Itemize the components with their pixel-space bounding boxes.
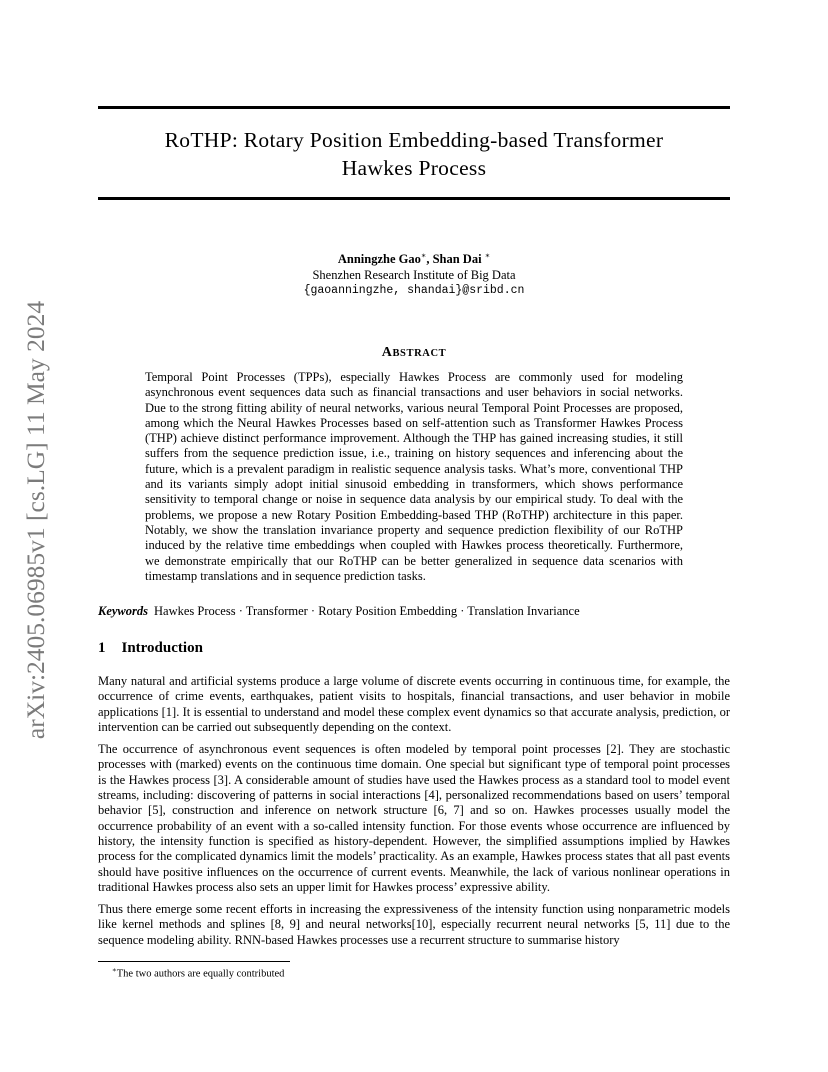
footnote-text: The two authors are equally contributed (116, 968, 285, 980)
title-bottom-rule (98, 197, 730, 200)
section-title: Introduction (121, 640, 203, 656)
author-name-2: , Shan Dai (426, 252, 482, 267)
title-top-rule (98, 106, 730, 109)
section-heading-introduction (98, 640, 203, 657)
author-names (98, 248, 730, 268)
abstract-heading (98, 345, 730, 361)
title-line-1: RoTHP: Rotary Position Embedding-based Transformer (164, 128, 664, 152)
section-number: 1 (98, 640, 106, 656)
keywords-label: Keywords (98, 604, 148, 618)
author-block (98, 248, 730, 299)
author-email: {gaoanningzhe, shandai}@sribd.cn (303, 284, 525, 298)
arxiv-identifier-sidebar (6, 280, 66, 760)
paper-title (98, 126, 730, 182)
author-name-1: Anningzhe Gao (337, 252, 421, 267)
abstract-text: Temporal Point Processes (TPPs), especially Hawkes Process are commonly used for modeling asynchronous event sequences data such as financial transactions and user behaviors in social networks. Due to the strong fitting ability of neural networks, various neural Temporal Point Processes are proposed, among which the Neural Hawkes Processes based on self-attention such as Transformer Hawkes Process (THP) achieve distinct performance improvement. Although the THP has gained increasing studies, it still suffers from the sequence prediction issue, i.e., training on history sequences and inferencing about the future, which is a prevalent paradigm in realistic sequence analysis tasks. What’s more, conventional THP and its variants simply adopt initial sinusoid embedding in transformers, which shows performance sensitivity to temporal change or noise in sequence data analysis by our empirical study. To deal with the problems, we propose a new Rotary Position Embedding-based THP (RoTHP) architecture in this paper. Notably, we show the translation invariance property and sequence prediction flexibility of our RoTHP induced by the relative time embeddings when coupled with Hawkes process theoretically. Furthermore, we demonstrate empirically that our RoTHP can be better generalized in sequence data scenarios with timestamp translations and in sequence prediction tasks. (145, 370, 683, 583)
arxiv-id-text: arXiv:2405.06985v1 [cs.LG] 11 May 2024 (21, 300, 50, 740)
keywords-line (98, 604, 730, 620)
paragraph-1: Many natural and artificial systems produce a large volume of discrete events occurring in continuous time, for example, the occurrence of crime events, earthquakes, patient visits to hospitals, financial transactions, and user behavior in mobile applications [1]. It is essential to understand and model these complex event dynamics so that accurate analysis, prediction, or intervention can be carried out subsequently depending on the context. (98, 674, 730, 734)
footnote-rule (98, 961, 290, 962)
author-mark-1: ∗ (420, 251, 427, 260)
author-affiliation: Shenzhen Research Institute of Big Data (312, 267, 516, 282)
author-mark-2: ∗ (484, 251, 491, 260)
introduction-body (98, 674, 730, 955)
footnote (112, 964, 284, 981)
title-line-2: Hawkes Process (341, 156, 487, 180)
paragraph-3: Thus there emerge some recent efforts in increasing the expressiveness of the intensity function using nonparametric models like kernel methods and splines [8, 9] and neural networks[10], especially recurrent neural networks [5, 11] due to the sequence modeling ability. RNN-based Hawkes processes use a recurrent structure to summarise history (98, 902, 730, 947)
abstract-heading-rest: BSTRACT (392, 348, 447, 359)
paragraph-2: The occurrence of asynchronous event sequences is often modeled by temporal point processes [2]. They are stochastic processes with (marked) events on the continuous time domain. One special but significant type of temporal point processes is the Hawkes process [3]. A considerable amount of studies have used the Hawkes process as a standard tool to model event streams, including: discovering of patterns in social interactions [4], personalized recommendations based on users’ temporal behavior [5], construction and inference on network structure [6, 7] and so on. Hawkes processes usually model the occurrence probability of an event with a so-called intensity function. For those events whose occurrence are influenced by history, the intensity function is specified as history-dependent. However, the simplified assumptions implied by Hawkes process for the complicated dynamics limit the models’ practicality. As an example, Hawkes process states that all past events should have positive influences on the occurrence of current events. Meanwhile, the lack of various nonlinear operations in traditional Hawkes process also sets an upper limit for Hawkes process’ expressive ability. (98, 742, 730, 894)
abstract-heading-initial: A (381, 345, 393, 360)
footnote-mark: ∗ (112, 966, 117, 974)
keywords-text: Hawkes Process · Transformer · Rotary Position Embedding · Translation Invariance (154, 604, 580, 618)
